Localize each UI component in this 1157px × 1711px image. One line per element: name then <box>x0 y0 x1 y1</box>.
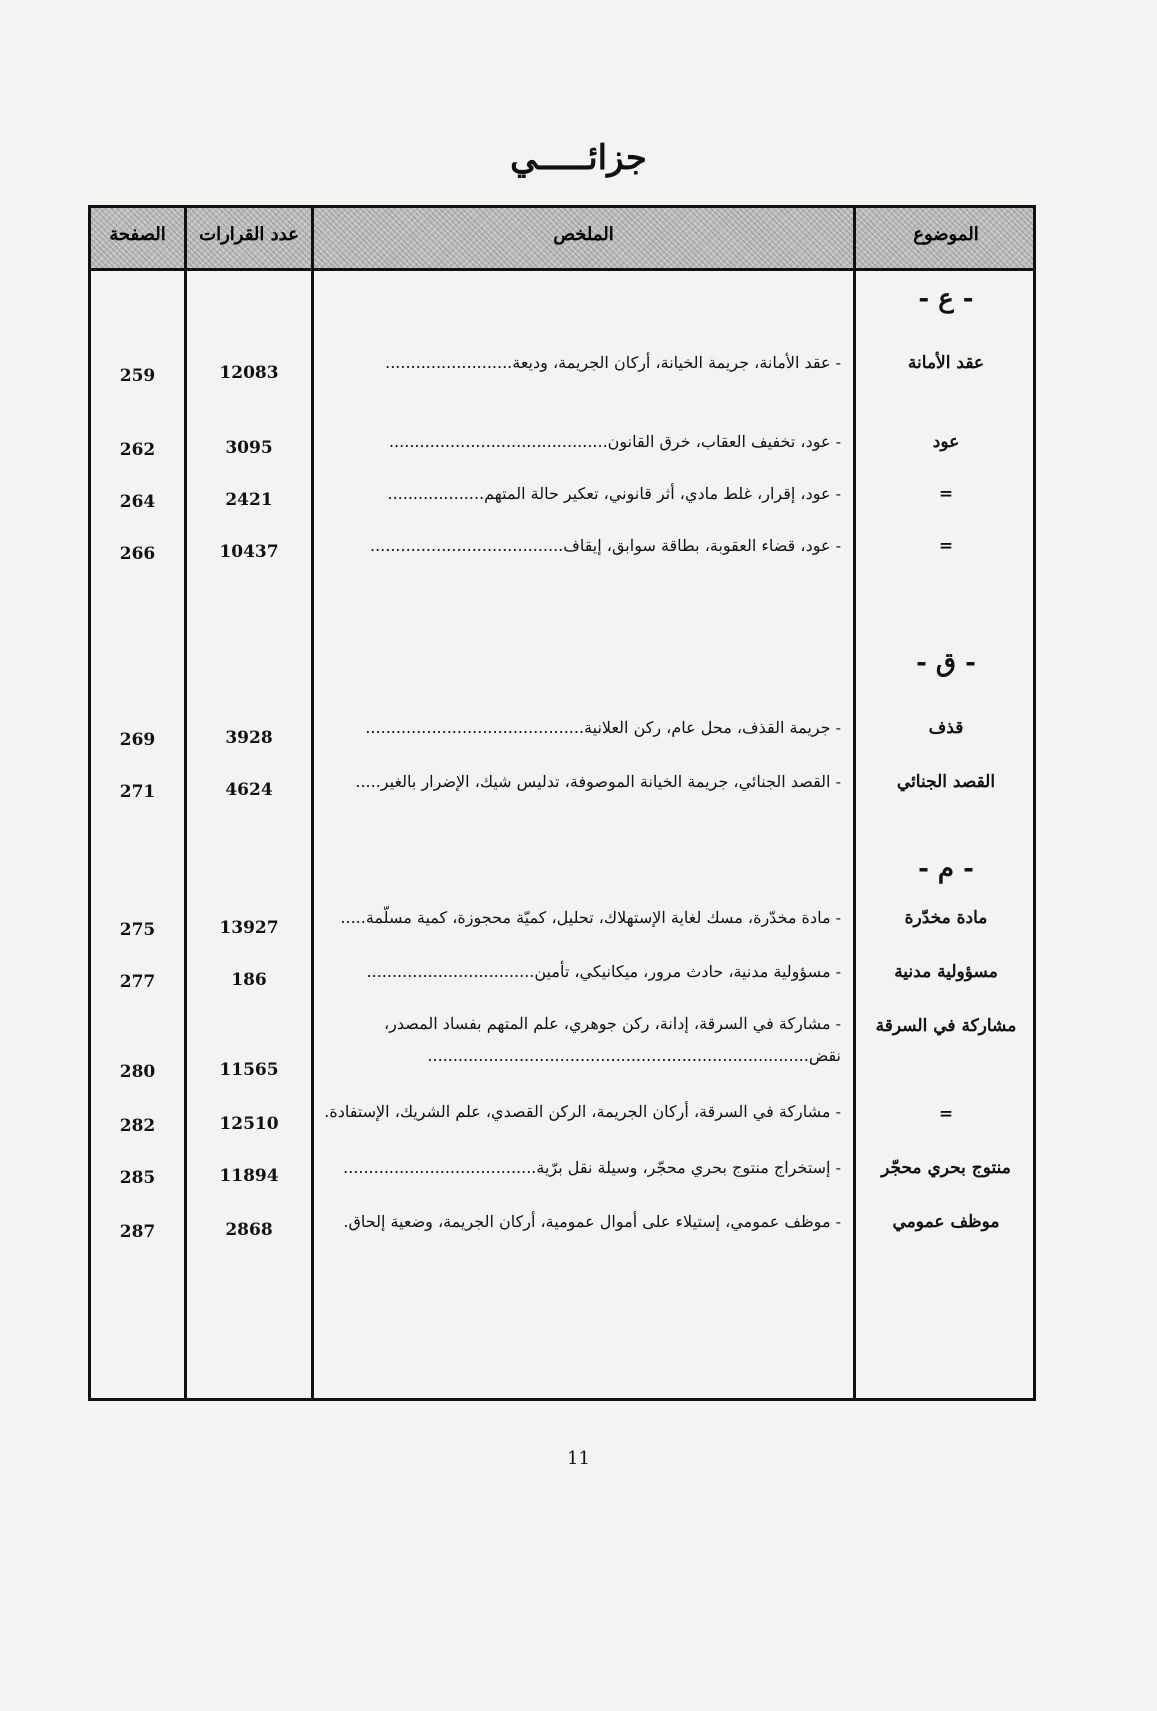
row-subject: مسؤولية مدنية <box>894 962 998 982</box>
row-decision-number: 11894 <box>219 1166 279 1186</box>
row-page: 282 <box>119 1116 156 1136</box>
row-page: 285 <box>119 1168 156 1188</box>
row-decision-number: 2421 <box>225 490 273 510</box>
row-summary: - موظف عمومي، إستيلاء على أموال عمومية، أركان الجريمة، وضعية إلحاق. <box>343 1212 841 1231</box>
row-decision-number: 12083 <box>219 363 279 383</box>
row-subject: عود <box>932 432 960 452</box>
header-subject: الموضوع <box>913 224 979 245</box>
row-summary: - عود، إقرار، غلط مادي، أثر قانوني، تعكير حالة المتهم................... <box>387 484 841 503</box>
section-letter: - م - <box>918 854 974 884</box>
row-subject: عقد الأمانة <box>907 353 985 373</box>
column-divider <box>311 208 314 1398</box>
row-page: 264 <box>119 492 156 512</box>
row-page: 266 <box>119 544 156 564</box>
row-decision-number: 3928 <box>225 728 273 748</box>
row-decision-number: 13927 <box>219 918 279 938</box>
row-page: 269 <box>119 730 156 750</box>
header-summary: الملخص <box>553 224 614 245</box>
row-subject: = <box>938 484 954 504</box>
row-summary: - مشاركة في السرقة، أركان الجريمة، الركن القصدي، علم الشريك، الإستفادة. <box>324 1102 841 1121</box>
row-page: 277 <box>119 972 156 992</box>
row-page: 262 <box>119 440 156 460</box>
row-decision-number: 11565 <box>219 1060 279 1080</box>
header-decision-number: عدد القرارات <box>199 224 299 245</box>
row-summary: - مسؤولية مدنية، حادث مرور، ميكانيكي، تأمين................................. <box>366 962 841 981</box>
row-summary: - القصد الجنائي، جريمة الخيانة الموصوفة، تدليس شيك، الإضرار بالغير..... <box>355 772 841 791</box>
header-page: الصفحة <box>109 224 166 245</box>
row-summary: - مادة مخدّرة، مسك لغاية الإستهلاك، تحليل، كميّة محجوزة، كمية مسلّمة..... <box>340 908 841 927</box>
row-decision-number: 4624 <box>225 780 273 800</box>
section-letter: - ق - <box>916 648 976 678</box>
page-title: جزائـــــي <box>510 138 647 178</box>
row-summary: - عود، تخفيف العقاب، خرق القانون........................................... <box>388 432 841 451</box>
row-decision-number: 12510 <box>219 1114 279 1134</box>
row-page: 287 <box>119 1222 156 1242</box>
row-subject: مشاركة في السرقة <box>875 1016 1017 1036</box>
row-decision-number: 186 <box>231 970 267 990</box>
row-summary: - جريمة القذف، محل عام، ركن العلانية........................................... <box>365 718 841 737</box>
row-decision-number: 2868 <box>225 1220 273 1240</box>
page-number: 11 <box>567 1448 590 1469</box>
section-letter: - ع - <box>918 284 974 314</box>
row-subject: = <box>938 536 954 556</box>
row-subject: = <box>938 1104 954 1124</box>
row-subject: موظف عمومي <box>892 1212 1000 1232</box>
row-summary: - عود، قضاء العقوبة، بطاقة سوابق، إيقاف...................................... <box>369 536 841 555</box>
row-subject: القصد الجنائي <box>896 772 996 792</box>
row-summary: - مشاركة في السرقة، إدانة، ركن جوهري، علم المتهم بفساد المصدر، نقض........................................................................... <box>383 1014 841 1065</box>
row-subject: قذف <box>928 718 964 738</box>
row-summary: - إستخراج منتوج بحري محجّر، وسيلة نقل برّية...................................... <box>343 1158 841 1177</box>
row-decision-number: 10437 <box>219 542 279 562</box>
index-table <box>88 205 1036 1401</box>
row-subject: مادة مخدّرة <box>904 908 988 928</box>
row-decision-number: 3095 <box>225 438 273 458</box>
row-page: 259 <box>119 366 156 386</box>
row-subject: منتوج بحري محجّر <box>881 1158 1011 1178</box>
row-page: 280 <box>119 1062 156 1082</box>
row-page: 271 <box>119 782 156 802</box>
row-summary: - عقد الأمانة، جريمة الخيانة، أركان الجريمة، وديعة......................... <box>385 353 841 372</box>
row-page: 275 <box>119 920 156 940</box>
